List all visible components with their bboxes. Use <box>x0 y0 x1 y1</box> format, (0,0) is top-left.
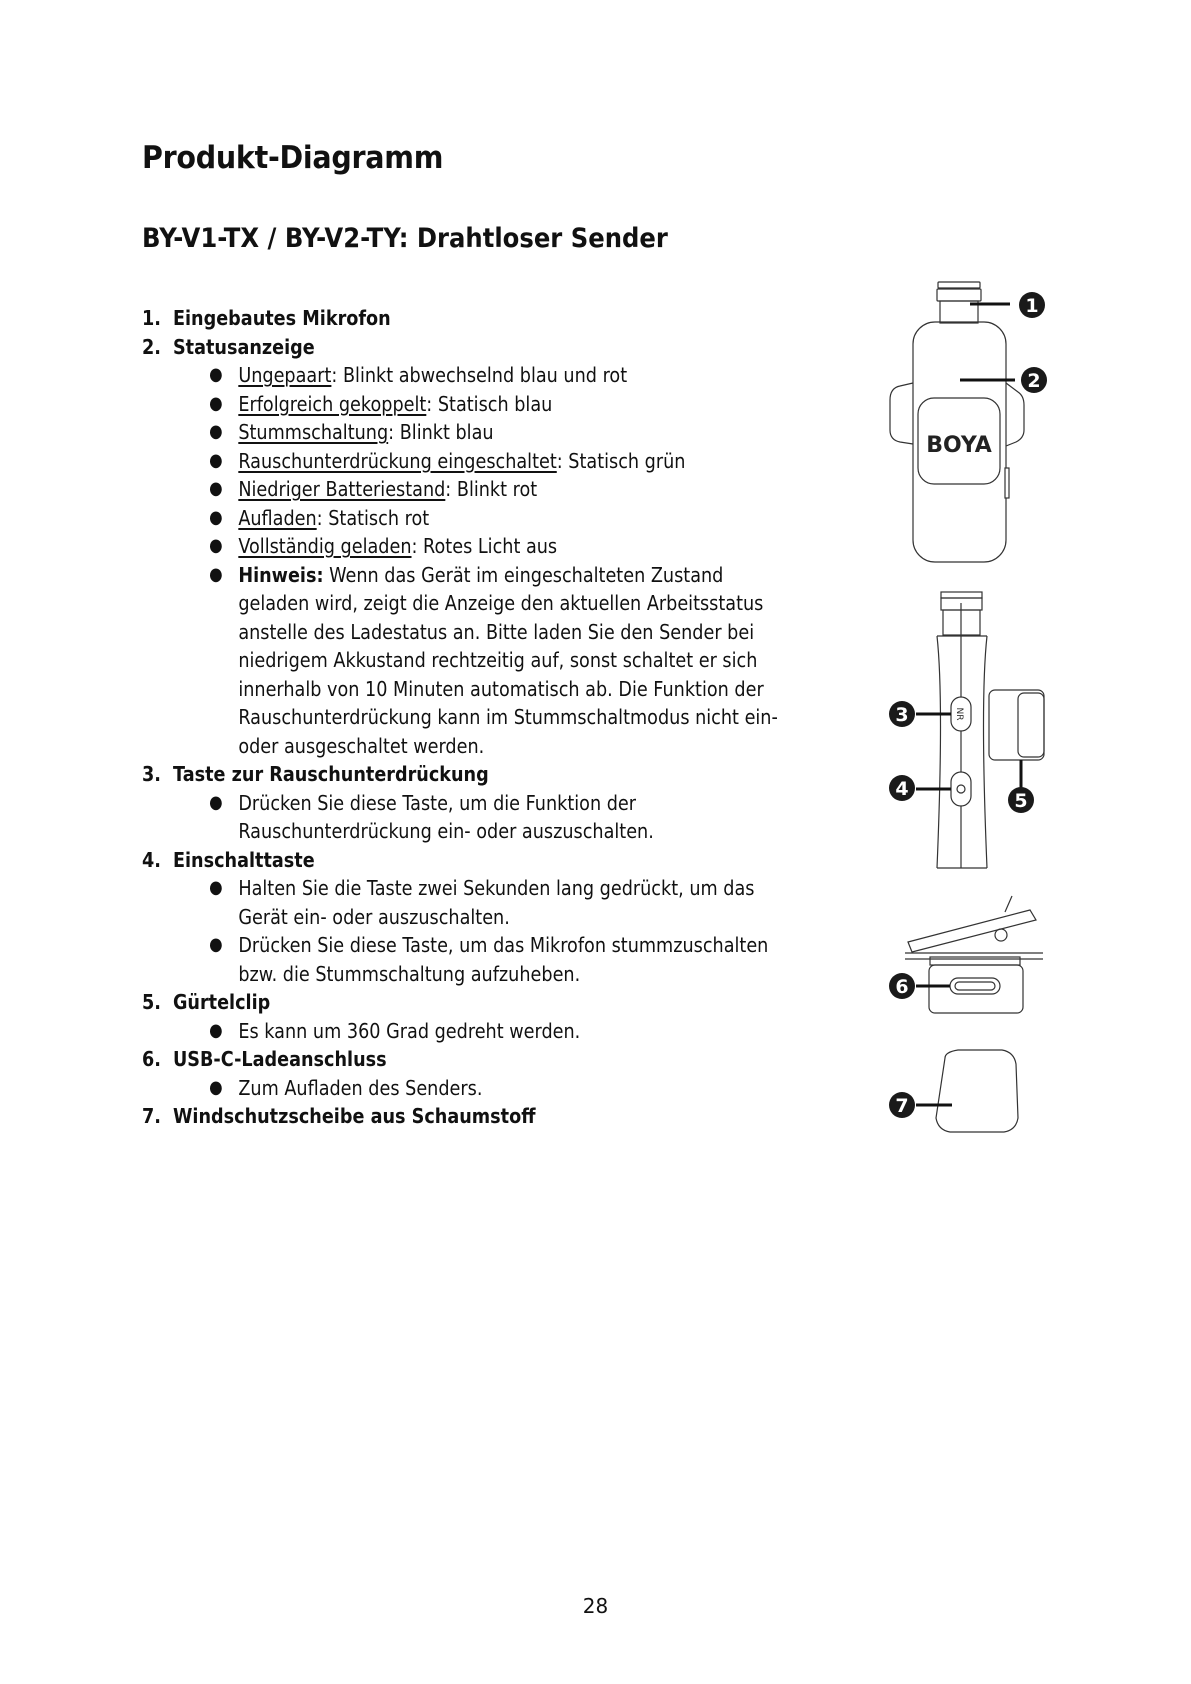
item-5-bullets <box>142 1017 882 1046</box>
item-label: Gürtelclip <box>172 990 271 1014</box>
list-item: ● Zum Aufladen des Senders. <box>142 1074 882 1103</box>
item-4-bullets <box>142 874 882 988</box>
section-title: BY-V1-TX / BY-V2-TY: Drahtloser Sender <box>142 223 668 254</box>
callout-7-icon <box>889 1092 915 1118</box>
svg-text:7: 7 <box>895 1095 909 1117</box>
product-parts-list <box>142 304 882 1131</box>
item-label: Eingebautes Mikrofon <box>172 306 391 330</box>
part-item-3 <box>142 760 882 789</box>
status-row-noise-reduction: ● Rauschunterdrückung eingeschaltet: Statisch grün <box>142 447 882 476</box>
bullet-icon: ● <box>209 364 223 385</box>
status-row-unpaired: ● Ungepaart: Blinkt abwechselnd blau und rot <box>142 361 882 390</box>
item-label: Windschutzscheibe aus Schaumstoff <box>172 1104 536 1128</box>
status-row-fully-charged: ● Vollständig geladen: Rotes Licht aus <box>142 532 882 561</box>
product-diagram <box>880 270 1070 1150</box>
status-note: ● Hinweis: Wenn das Gerät im eingeschalteten Zustand geladen wird, zeigt die Anzeige den aktuellen Arbeitsstatus anstelle des Ladestatus an. Bitte laden Sie den Sender bei niedrigem Akkustand rechtzeitig auf, sonst schaltet er sich innerhalb von 10 Minuten automatisch ab. Die Funktion der Rauschunterdrückung kann im Stummschaltmodus nicht ein- oder ausgeschaltet werden. <box>209 562 778 758</box>
item-number: 2. <box>142 334 161 359</box>
item-label: Taste zur Rauschunterdrückung <box>172 762 489 786</box>
item-label: Einschalttaste <box>172 847 315 872</box>
item-number: 7. <box>142 1104 161 1128</box>
part-item-5 <box>142 988 882 1017</box>
list-item: ● Drücken Sie diese Taste, um das Mikrofon stummzuschalten bzw. die Stummschaltung aufzuheben. <box>209 933 769 986</box>
callout-4-icon <box>889 775 915 801</box>
bullet-icon: ● <box>209 392 223 414</box>
item-number: 4. <box>142 847 161 872</box>
item-label: USB-C-Ladeanschluss <box>172 1047 387 1071</box>
item-number: 6. <box>142 1047 161 1071</box>
bullet-icon: ● <box>209 535 223 556</box>
bullet-icon: ● <box>209 877 223 898</box>
svg-text:4: 4 <box>895 778 909 800</box>
bullet-icon: ● <box>209 791 223 813</box>
bullet-icon: ● <box>209 1019 223 1041</box>
transmitter-front-illustration <box>890 282 1024 562</box>
callout-2-icon <box>1021 367 1047 393</box>
nr-button-label: NR <box>954 707 964 721</box>
part-item-7 <box>142 1102 882 1131</box>
part-item-2 <box>142 333 882 362</box>
callout-5-icon <box>1008 787 1034 813</box>
part-item-1 <box>142 304 882 333</box>
callout-6-icon <box>889 973 915 999</box>
svg-text:1: 1 <box>1025 295 1039 317</box>
svg-text:5: 5 <box>1014 790 1028 812</box>
status-list <box>142 361 882 760</box>
svg-text:3: 3 <box>895 704 909 726</box>
list-item: ● Drücken Sie diese Taste, um die Funktion der Rauschunterdrückung ein- oder auszuschalten. <box>209 790 654 843</box>
page-number: 28 <box>582 1594 609 1618</box>
item-number: 1. <box>142 306 161 330</box>
list-item: ● Es kann um 360 Grad gedreht werden. <box>142 1017 882 1046</box>
bullet-icon: ● <box>209 449 223 471</box>
list-item: ● Halten Sie die Taste zwei Sekunden lang gedrückt, um das Gerät ein- oder auszuschalten. <box>209 876 755 929</box>
belt-clip-illustration <box>905 896 1043 1013</box>
item-label: Statusanzeige <box>172 334 315 359</box>
transmitter-side-illustration <box>937 592 1044 868</box>
bullet-icon: ● <box>209 934 223 955</box>
bullet-icon: ● <box>209 563 223 585</box>
boya-logo: BOYA <box>926 433 992 458</box>
item-6-bullets <box>142 1074 882 1103</box>
bullet-icon: ● <box>209 506 223 528</box>
item-3-bullets <box>142 789 882 846</box>
part-item-4 <box>142 846 882 875</box>
bullet-icon: ● <box>209 1076 223 1098</box>
status-row-mute: ● Stummschaltung: Blinkt blau <box>142 418 882 447</box>
bullet-icon: ● <box>209 421 223 442</box>
callout-1-icon <box>1019 292 1045 318</box>
svg-text:2: 2 <box>1027 370 1041 392</box>
item-number: 5. <box>142 990 161 1014</box>
item-number: 3. <box>142 762 161 786</box>
callout-3-icon <box>889 701 915 727</box>
status-row-low-battery: ● Niedriger Batteriestand: Blinkt rot <box>142 475 882 504</box>
svg-text:6: 6 <box>895 976 909 998</box>
foam-windscreen-illustration <box>936 1050 1018 1132</box>
page-title: Produkt-Diagramm <box>142 140 444 176</box>
status-row-charging: ● Aufladen: Statisch rot <box>142 504 882 533</box>
status-row-paired: ● Erfolgreich gekoppelt: Statisch blau <box>142 390 882 419</box>
part-item-6 <box>142 1045 882 1074</box>
bullet-icon: ● <box>209 478 223 499</box>
